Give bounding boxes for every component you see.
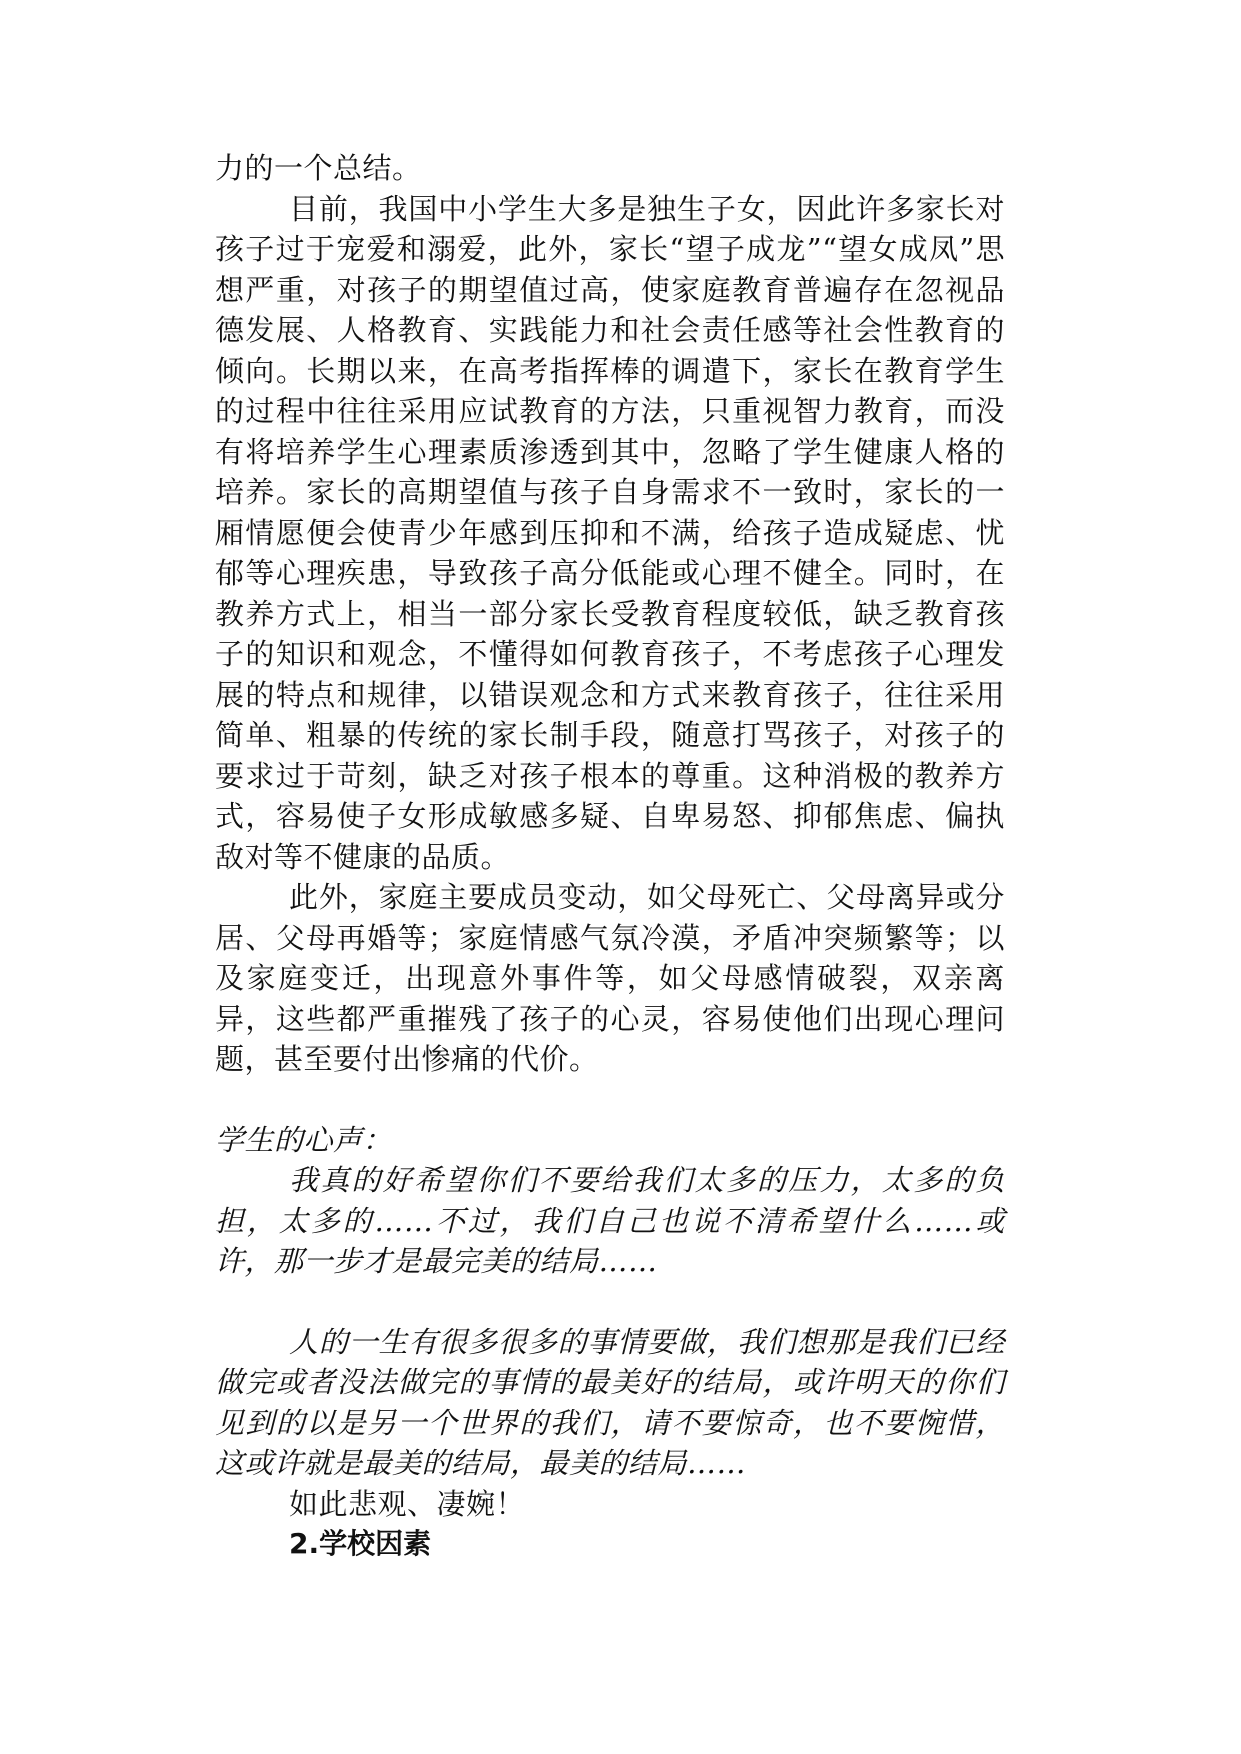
document-body (215, 148, 1005, 1564)
student-voice-quote-1: 我真的好希望你们不要给我们太多的压力，太多的负担，太多的……不过，我们自己也说不清希望什么……或许，那一步才是最完美的结局…… (215, 1163, 1005, 1278)
paragraph-continuation: 力的一个总结。 (215, 151, 422, 185)
paragraph-family-education: 目前，我国中小学生大多是独生子女，因此许多家长对孩子过于宠爱和溺爱，此外，家长“望子成龙”“望女成凤”思想严重，对孩子的期望值过高，使家庭教育普遍存在忽视品德发展、人格教育、实践能力和社会责任感等社会性教育的倾向。长期以来，在高考指挥棒的调遣下，家长在教育学生的过程中往往采用应试教育的方法，只重视智力教育，而没有将培养学生心理素质渗透到其中，忽略了学生健康人格的培养。家长的高期望值与孩子自身需求不一致时，家长的一厢情愿便会使青少年感到压抑和不满，给孩子造成疑虑、忧郁等心理疾患，导致孩子高分低能或心理不健全。同时，在教养方式上，相当一部分家长受教育程度较低，缺乏教育孩子的知识和观念，不懂得如何教育孩子，不考虑孩子心理发展的特点和规律，以错误观念和方式来教育孩子，往往采用简单、粗暴的传统的家长制手段，随意打骂孩子，对孩子的要求过于苛刻，缺乏对孩子根本的尊重。这种消极的教养方式，容易使子女形成敏感多疑、自卑易怒、抑郁焦虑、偏执敌对等不健康的品质。 (215, 191, 1005, 874)
student-voice-label: 学生的心声： (215, 1122, 393, 1157)
paragraph-family-changes: 此外，家庭主要成员变动，如父母死亡、父母离异或分居、父母再婚等；家庭情感气氛冷漠，矛盾冲突频繁等；以及家庭变迁，出现意外事件等，如父母感情破裂，双亲离异，这些都严重摧残了孩子的心灵，容易使他们出现心理问题，甚至要付出惨痛的代价。 (215, 880, 1005, 1076)
section-heading: 2.学校因素 (289, 1527, 432, 1560)
student-voice-quote-2: 人的一生有很多很多的事情要做，我们想那是我们已经做完或者没法做完的事情的最美好的结局，或许明天的你们见到的以是另一个世界的我们，请不要惊奇，也不要惋惜，这或许就是最美的结局，最美的结局…… (215, 1324, 1005, 1480)
comment-text: 如此悲观、凄婉！ (289, 1486, 526, 1521)
